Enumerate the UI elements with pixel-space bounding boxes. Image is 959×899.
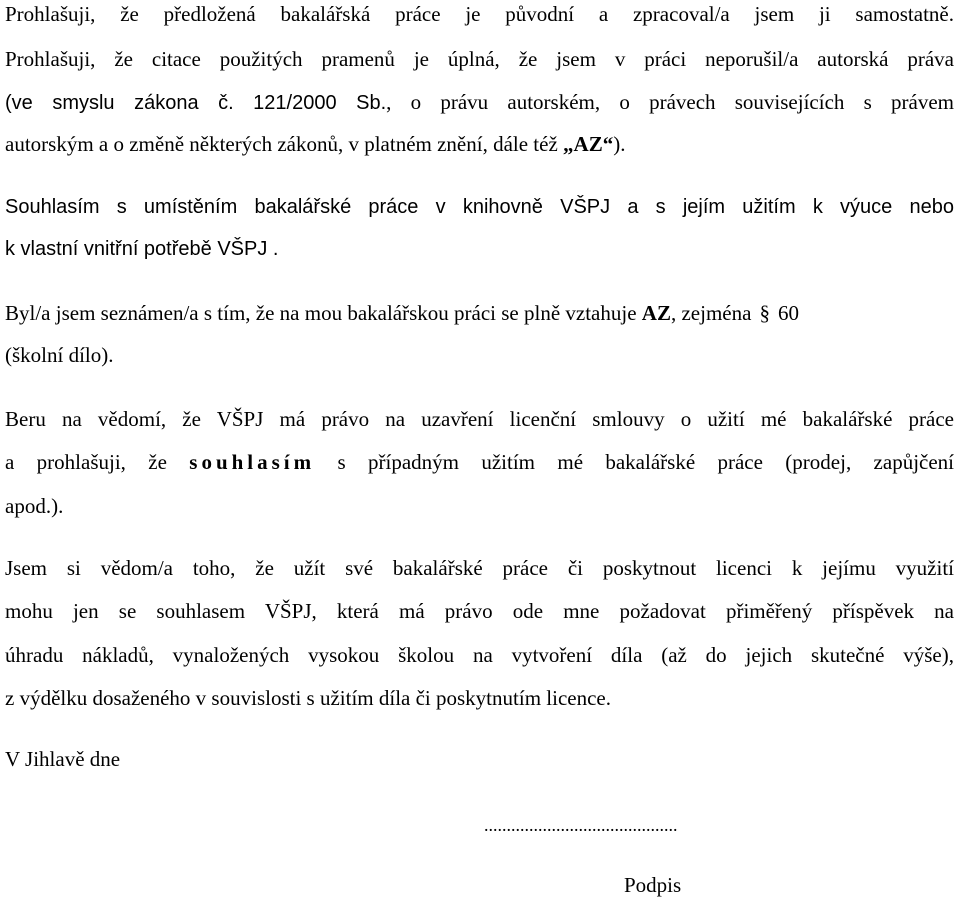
paragraph-line: mohu jen se souhlasem VŠPJ, která má právo ode mne požadovat přiměřený příspěvek na bbox=[5, 599, 954, 623]
text-span: s případným užitím mé bakalářské práce (prodej, zapůjčení bbox=[315, 450, 954, 474]
az-abbreviation: AZ bbox=[641, 301, 671, 325]
text-span: a prohlašuji, že bbox=[5, 450, 190, 474]
place-date-label: V Jihlavě dne bbox=[5, 747, 121, 771]
section-number: 60 bbox=[777, 301, 799, 325]
law-description: , o právu autorském, o právech souvisejících s právem bbox=[386, 90, 954, 114]
paragraph-line: Jsem si vědom/a toho, že užít své bakalářské práce či poskytnout licenci k jejímu využití bbox=[5, 556, 954, 580]
paragraph-line: apod.). bbox=[5, 494, 64, 518]
paragraph-line bbox=[5, 449, 954, 475]
text-span: ). bbox=[613, 132, 626, 156]
consent-word: souhlasím bbox=[189, 450, 316, 474]
paragraph-line: (školní dílo). bbox=[5, 343, 114, 367]
law-reference: (ve smyslu zákona č. 121/2000 Sb. bbox=[5, 92, 387, 114]
paragraph-line: Beru na vědomí, že VŠPJ má právo na uzavření licenční smlouvy o užití mé bakalářské práce bbox=[5, 407, 954, 431]
paragraph-line: Prohlašuji, že předložená bakalářská práce je původní a zpracoval/a jsem ji samostatně. bbox=[5, 2, 954, 26]
signature-line: ........................................... bbox=[484, 815, 678, 835]
text-span: , zejména bbox=[670, 301, 752, 325]
text-span: Byl/a jsem seznámen/a s tím, že na mou bakalářskou práci se plně vztahuje bbox=[5, 301, 642, 325]
section-sign: § bbox=[759, 301, 770, 325]
paragraph-line bbox=[5, 131, 625, 157]
paragraph-line bbox=[5, 300, 954, 326]
text-span: autorským a o změně některých zákonů, v platném znění, dále též bbox=[5, 132, 564, 156]
signature-label: Podpis bbox=[624, 873, 682, 897]
paragraph-line: Souhlasím s umístěním bakalářské práce v knihovně VŠPJ a s jejím užitím k výuce nebo bbox=[5, 196, 954, 218]
paragraph-line: z výdělku dosaženého v souvislosti s užitím díla či poskytnutím licence. bbox=[5, 686, 611, 710]
paragraph-line: úhradu nákladů, vynaložených vysokou školou na vytvoření díla (až do jejich skutečné výše), bbox=[5, 643, 954, 667]
az-abbreviation: „AZ“ bbox=[563, 132, 614, 156]
paragraph-line: Prohlašuji, že citace použitých pramenů je úplná, že jsem v práci neporušil/a autorská práva bbox=[5, 47, 954, 71]
paragraph-line: k vlastní vnitřní potřebě VŠPJ . bbox=[5, 238, 279, 260]
paragraph-line bbox=[5, 89, 954, 115]
